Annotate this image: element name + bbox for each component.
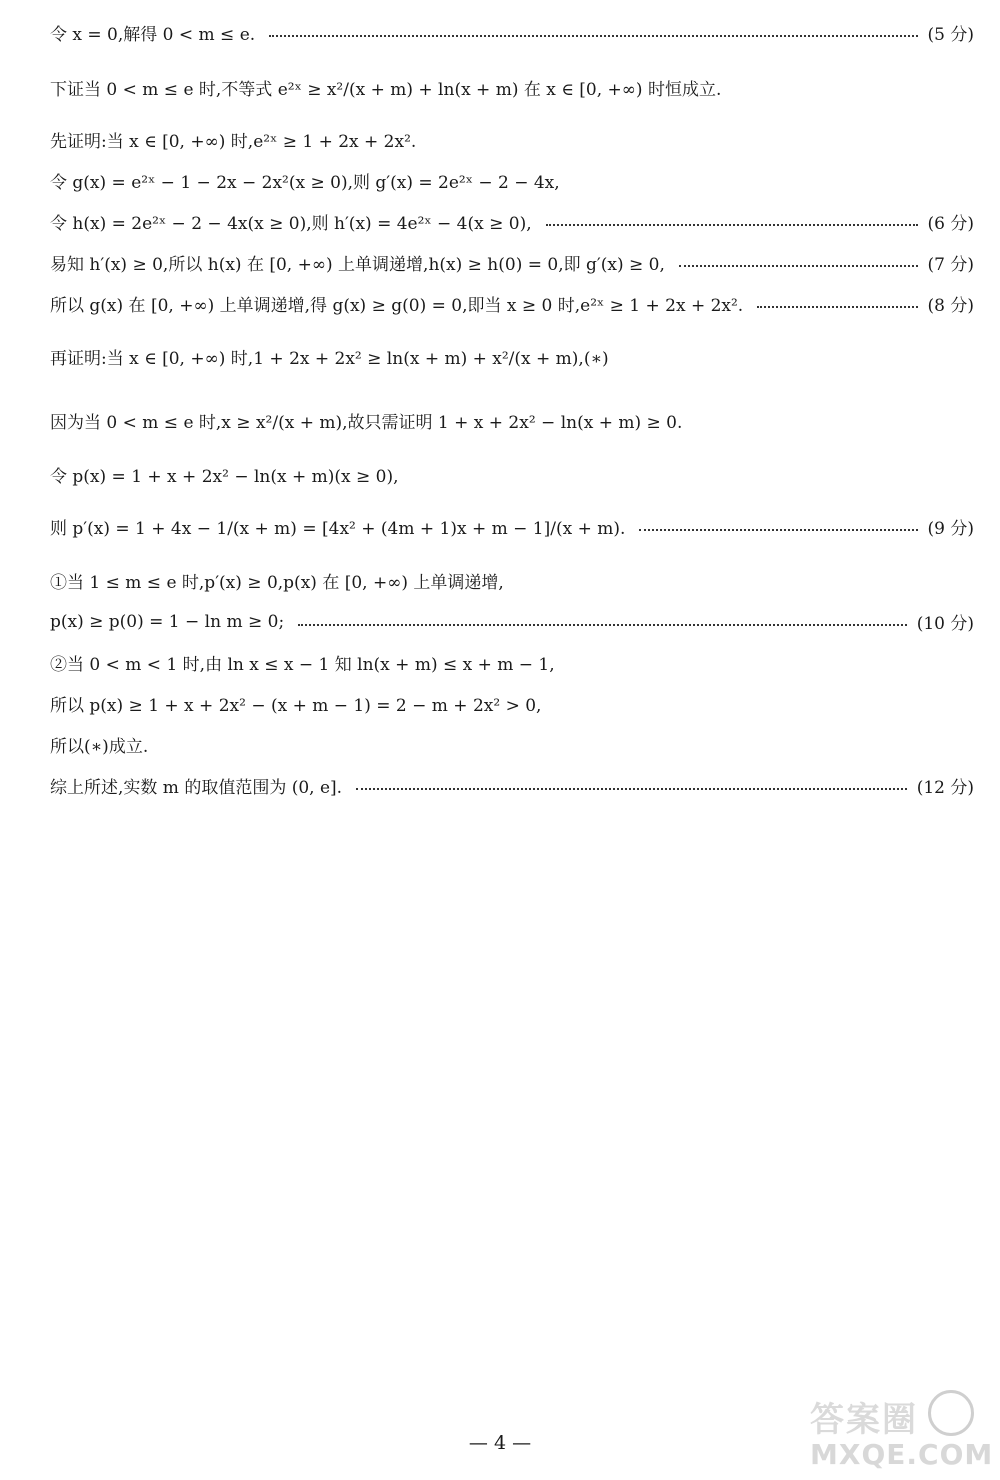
score-label: (5 分) [927, 25, 974, 45]
solution-line [50, 408, 974, 433]
line-text: 再证明:当 x ∈ [0, +∞) 时,1 + 2x + 2x² ≥ ln(x + m) + x²/(x + m),(∗) [50, 349, 609, 369]
score-label: (7 分) [927, 255, 974, 275]
score-label: (6 分) [927, 214, 974, 234]
solution-line [50, 20, 974, 45]
line-text: 令 h(x) = 2e²ˣ − 2 − 4x(x ≥ 0),则 h′(x) = 4e²ˣ − 4(x ≥ 0), [50, 214, 532, 234]
line-text: 综上所述,实数 m 的取值范围为 (0, e]. [50, 778, 343, 798]
dotted-leader [639, 529, 917, 531]
line-text: p(x) ≥ p(0) = 1 − ln m ≥ 0; [50, 611, 285, 632]
solution-line [50, 514, 974, 539]
watermark-text: 答案圈 [810, 1400, 918, 1440]
dotted-leader [298, 624, 907, 626]
score-label: (9 分) [927, 519, 974, 539]
score-label: (12 分) [916, 778, 974, 798]
page-number: — 4 — [468, 1432, 532, 1454]
line-text: ②当 0 < m < 1 时,由 ln x ≤ x − 1 知 ln(x + m) ≤ x + m − 1, [50, 655, 555, 675]
score-label: (10 分) [916, 614, 974, 634]
line-text: 令 g(x) = e²ˣ − 1 − 2x − 2x²(x ≥ 0),则 g′(x) = 2e²ˣ − 2 − 4x, [50, 173, 560, 193]
watermark-circle-icon [928, 1390, 974, 1436]
line-text: 先证明:当 x ∈ [0, +∞) 时,e²ˣ ≥ 1 + 2x + 2x². [50, 132, 417, 152]
line-text: 易知 h′(x) ≥ 0,所以 h(x) 在 [0, +∞) 上单调递增,h(x) ≥ h(0) = 0,即 g′(x) ≥ 0, [50, 255, 665, 275]
dotted-leader [356, 788, 907, 790]
watermark-logo [810, 1390, 994, 1476]
line-text: 令 p(x) = 1 + x + 2x² − ln(x + m)(x ≥ 0), [50, 467, 399, 487]
solution-line [50, 773, 974, 798]
solution-line [50, 291, 974, 316]
solution-line [50, 75, 974, 100]
solution-line [50, 168, 974, 193]
solution-line [50, 250, 974, 275]
score-label: (8 分) [927, 296, 974, 316]
solution-line [50, 691, 974, 716]
solution-line [50, 650, 974, 675]
line-text: 下证当 0 < m ≤ e 时,不等式 e²ˣ ≥ x²/(x + m) + ln(x + m) 在 x ∈ [0, +∞) 时恒成立. [50, 80, 722, 100]
dotted-leader [546, 224, 918, 226]
line-text: 所以 g(x) 在 [0, +∞) 上单调递增,得 g(x) ≥ g(0) = 0,即当 x ≥ 0 时,e²ˣ ≥ 1 + 2x + 2x². [50, 296, 744, 316]
solution-line [50, 344, 974, 369]
line-text: 因为当 0 < m ≤ e 时,x ≥ x²/(x + m),故只需证明 1 + x + 2x² − ln(x + m) ≥ 0. [50, 413, 683, 433]
line-text: 所以(∗)成立. [50, 737, 149, 757]
solution-line [50, 127, 974, 152]
watermark-domain: MXQE.COM [810, 1438, 994, 1471]
solution-line [50, 732, 974, 757]
solution-line [50, 462, 974, 487]
solution-line [50, 209, 974, 234]
line-text: 所以 p(x) ≥ 1 + x + 2x² − (x + m − 1) = 2 − m + 2x² > 0, [50, 696, 542, 716]
dotted-leader [679, 265, 918, 267]
dotted-leader [269, 35, 917, 37]
line-text: 令 x = 0,解得 0 < m ≤ e. [50, 25, 256, 45]
solution-line [50, 609, 974, 634]
dotted-leader [757, 306, 917, 308]
line-text: ①当 1 ≤ m ≤ e 时,p′(x) ≥ 0,p(x) 在 [0, +∞) 上单调递增, [50, 573, 504, 593]
solution-line [50, 568, 974, 593]
line-text: 则 p′(x) = 1 + 4x − 1/(x + m) = [4x² + (4m + 1)x + m − 1]/(x + m). [50, 519, 626, 539]
